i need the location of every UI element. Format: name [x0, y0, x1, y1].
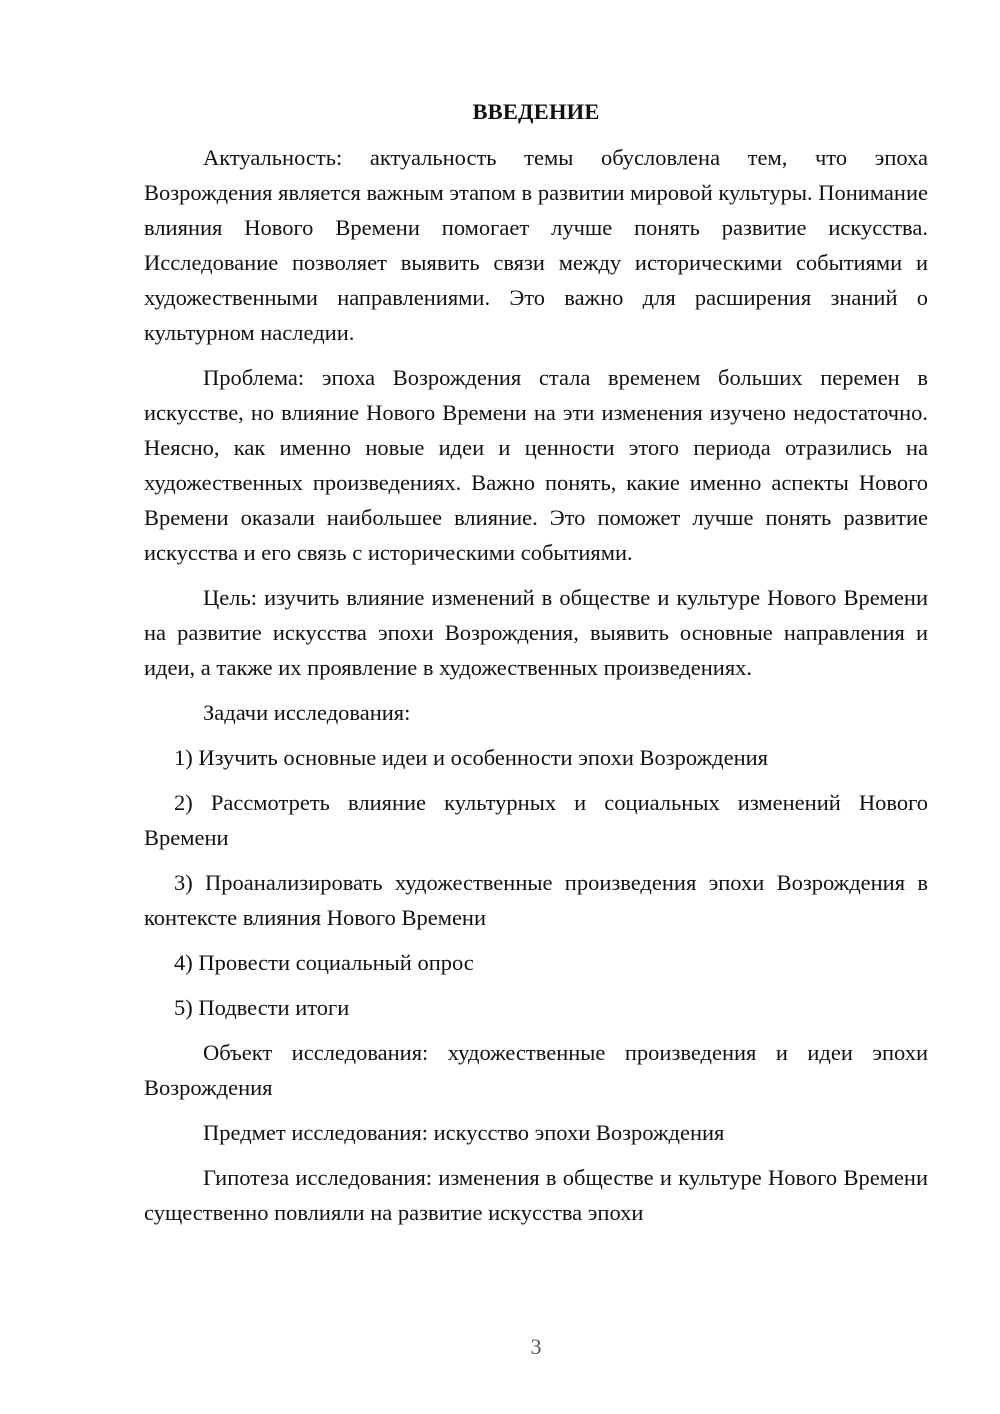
task-item-5: 5) Подвести итоги	[174, 995, 350, 1020]
document-page	[144, 94, 928, 1230]
section-heading: ВВЕДЕНИЕ	[472, 99, 600, 124]
page-number: 3	[530, 1334, 542, 1359]
problem-paragraph: Проблема: эпоха Возрождения стала временем больших перемен в искусстве, но влияние Нового Времени на эти изменения изучено недостаточно. Неясно, как именно новые идеи и ценности этого периода отразились на художественных произведениях. Важно понять, какие именно аспекты Нового Времени оказали наибольшее влияние. Это поможет лучше понять развитие искусства и его связь с историческими событиями.	[144, 365, 928, 565]
task-item-1: 1) Изучить основные идеи и особенности эпохи Возрождения	[174, 745, 769, 770]
relevance-paragraph: Актуальность: актуальность темы обусловлена тем, что эпоха Возрождения является важным этапом в развитии мировой культуры. Понимание влияния Нового Времени помогает лучше понять развитие искусства. Исследование позволяет выявить связи между историческими событиями и художественными направлениями. Это важно для расширения знаний о культурном наследии.	[144, 145, 928, 345]
hypothesis-paragraph: Гипотеза исследования: изменения в обществе и культуре Нового Времени существенно повлияли на развитие искусства эпохи	[144, 1165, 928, 1225]
subject-paragraph: Предмет исследования: искусство эпохи Возрождения	[203, 1120, 725, 1145]
tasks-heading: Задачи исследования:	[203, 700, 411, 725]
task-item-3: 3) Проанализировать художественные произведения эпохи Возрождения в контексте влияния Нового Времени	[144, 870, 928, 930]
object-paragraph: Объект исследования: художественные произведения и идеи эпохи Возрождения	[144, 1040, 928, 1100]
goal-paragraph: Цель: изучить влияние изменений в обществе и культуре Нового Времени на развитие искусства эпохи Возрождения, выявить основные направления и идеи, а также их проявление в художественных произведениях.	[144, 585, 928, 680]
task-item-2: 2) Рассмотреть влияние культурных и социальных изменений Нового Времени	[144, 790, 928, 850]
task-item-4: 4) Провести социальный опрос	[174, 950, 474, 975]
